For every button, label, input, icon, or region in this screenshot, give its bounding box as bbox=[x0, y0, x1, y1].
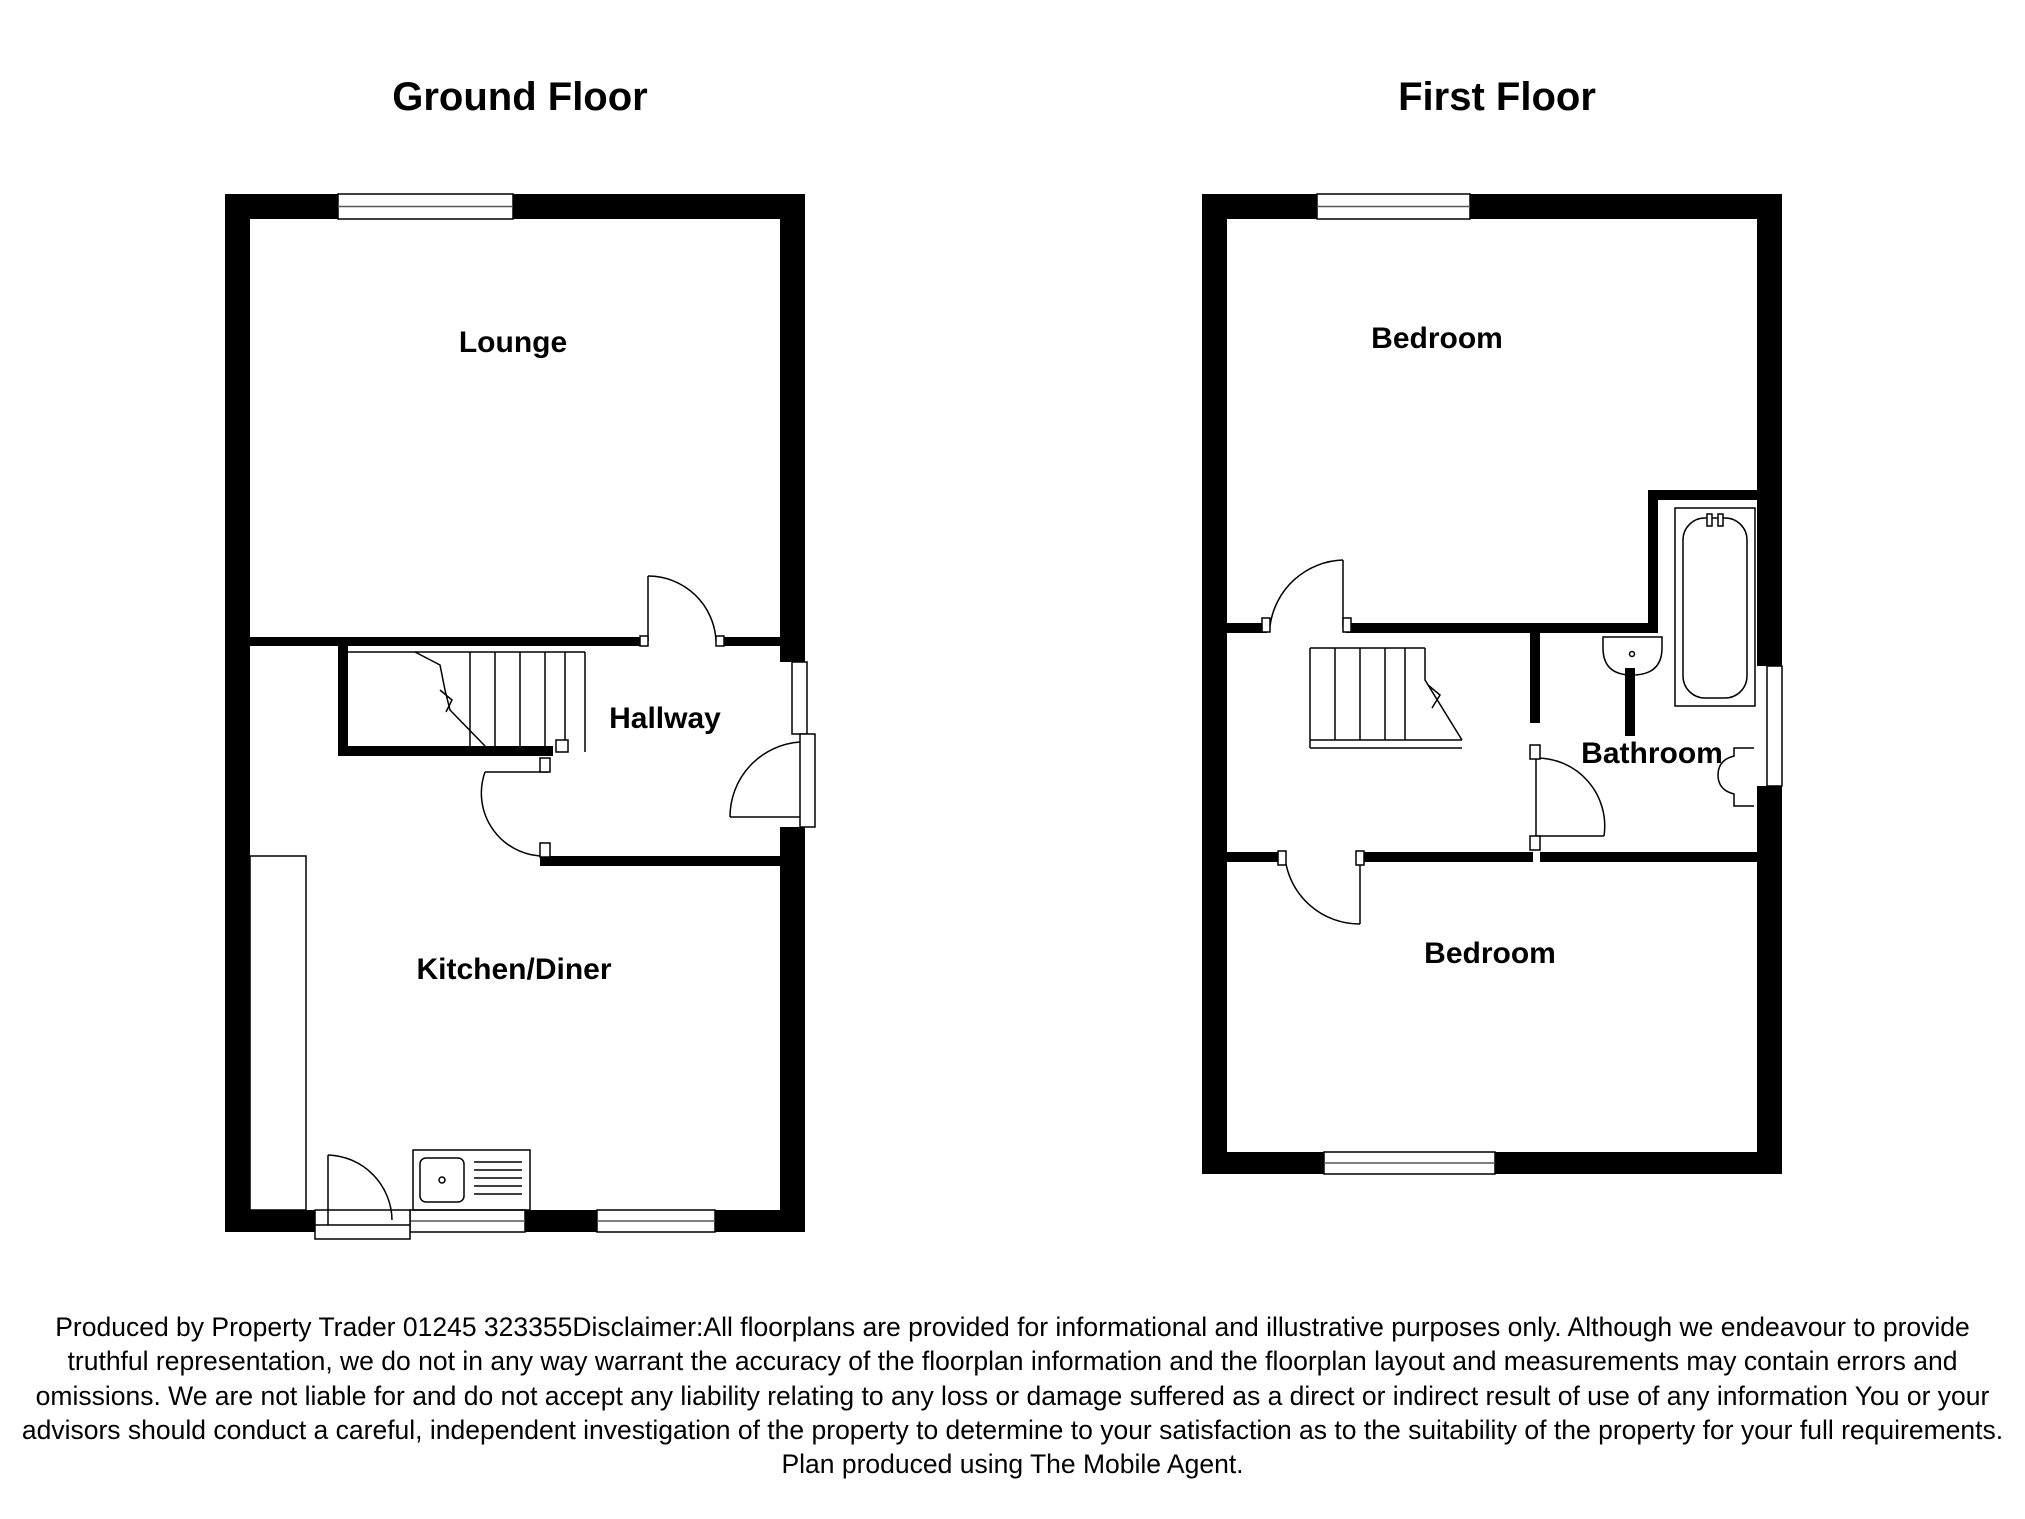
room-label-hallway: Hallway bbox=[609, 702, 721, 735]
ground-floor-title: Ground Floor bbox=[392, 75, 648, 119]
bath-icon bbox=[1675, 508, 1755, 706]
kitchen-fittings bbox=[250, 856, 530, 1210]
room-label-bedroom-rear: Bedroom bbox=[1424, 937, 1556, 970]
ground-floor-stairs bbox=[348, 652, 585, 752]
ground-floor-interior-walls bbox=[250, 637, 780, 866]
disclaimer-text: Produced by Property Trader 01245 323355Disclaimer:All floorplans are provided for informational and illustrative purposes only. Although we endeavour to provide truthful representation, we do not in any way warrant the accuracy of the floorplan information and the floorplan layout and measurements may contain errors and omissions. We are not liable for and do not accept any liability relating to any loss or damage suffered as a direct or indirect result of use of any information You or your advisors should conduct a careful, independent investigation of the property to determine to your satisfaction as to the suitability of the property for your full requirements. bbox=[21, 1312, 2004, 1445]
room-label-bedroom-front: Bedroom bbox=[1371, 322, 1503, 355]
room-label-kitchen-diner: Kitchen/Diner bbox=[416, 953, 612, 986]
ground-floor-doors bbox=[315, 576, 800, 1239]
front-door-frame bbox=[800, 734, 815, 827]
kitchen-sink bbox=[413, 1150, 530, 1210]
first-floor-plan bbox=[1202, 75, 1782, 1174]
first-floor-stairs bbox=[1310, 648, 1462, 748]
room-label-lounge: Lounge bbox=[458, 326, 568, 359]
bathroom-window bbox=[1767, 666, 1782, 786]
ground-floor-plan bbox=[225, 75, 815, 1239]
first-floor-interior-walls bbox=[1227, 490, 1757, 862]
kitchen-worktop bbox=[250, 856, 306, 1210]
toilet-icon bbox=[1718, 748, 1754, 806]
hallway-window bbox=[792, 662, 807, 734]
ground-floor-windows bbox=[338, 194, 815, 1232]
first-floor-doors bbox=[1262, 560, 1605, 924]
disclaimer bbox=[18, 1310, 2007, 1481]
room-label-bathroom: Bathroom bbox=[1581, 737, 1723, 770]
first-floor-title: First Floor bbox=[1398, 75, 1596, 119]
plan-credit: Plan produced using The Mobile Agent. bbox=[781, 1449, 1244, 1480]
